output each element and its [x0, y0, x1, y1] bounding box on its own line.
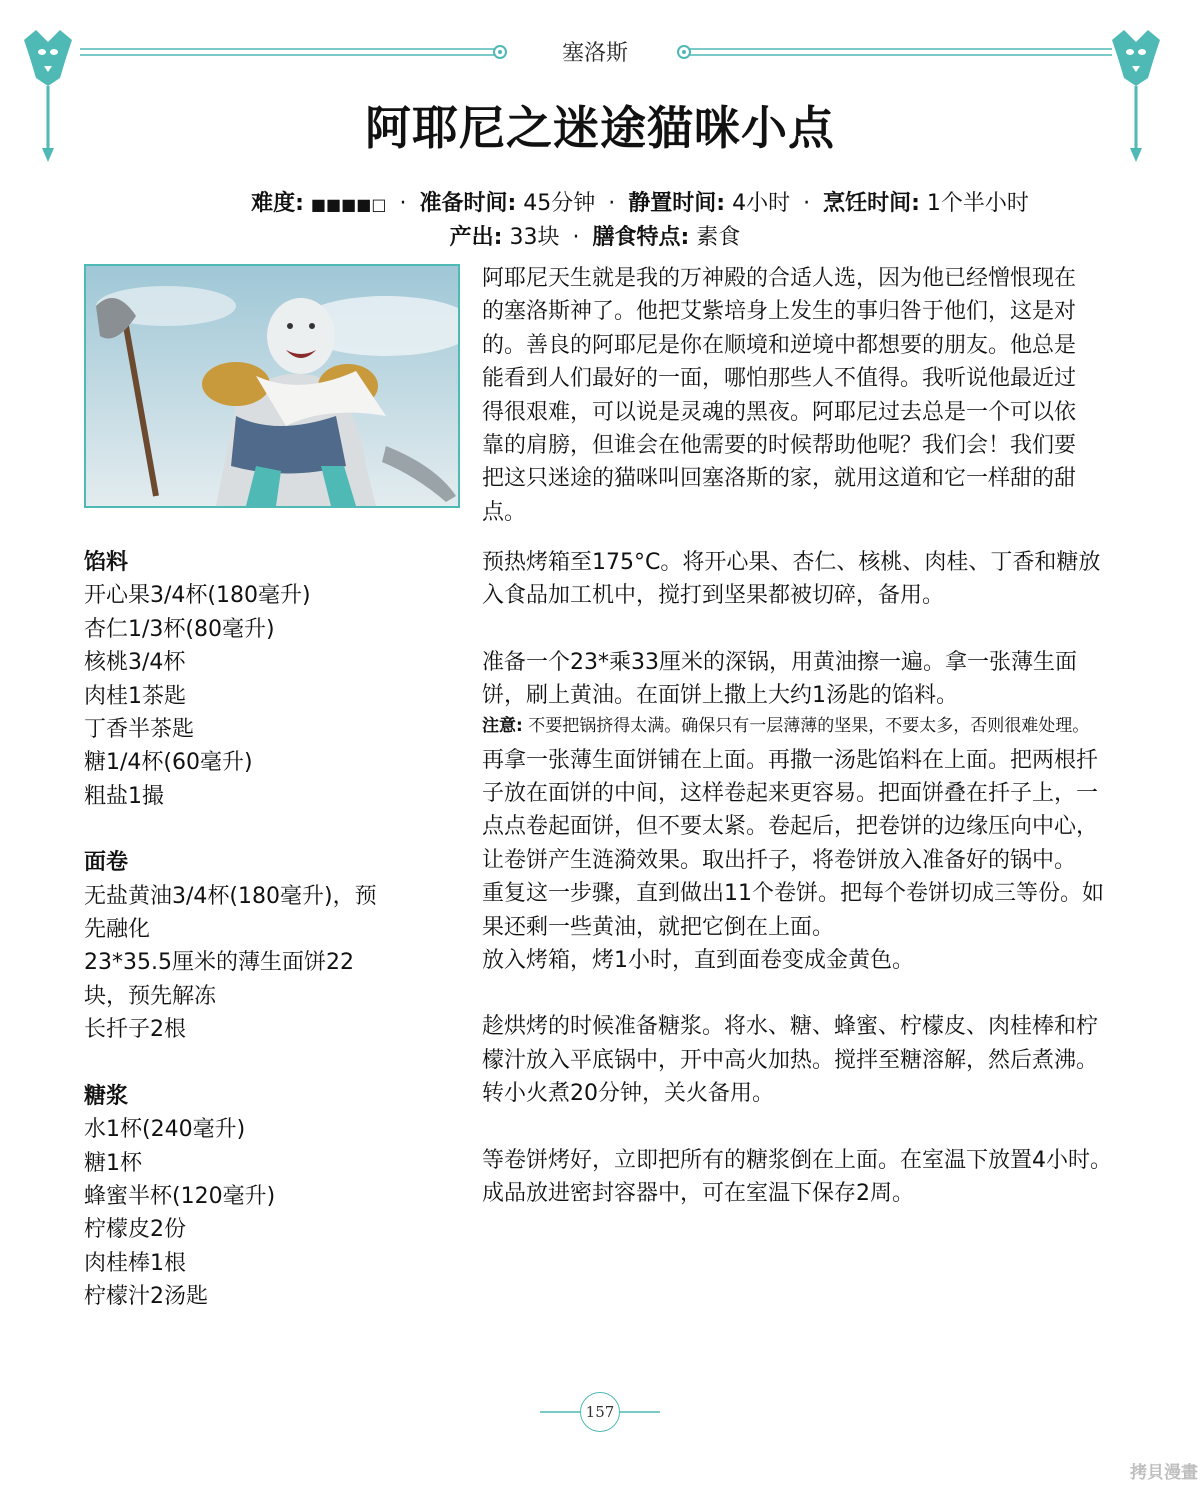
ingredient-group-heading: 馅料 — [84, 550, 129, 575]
ingredient-item: 肉桂棒1根 — [84, 1250, 186, 1276]
ingredient-item: 无盐黄油3/4杯(180毫升)，预先融化 — [84, 883, 377, 943]
yield-label: 产出: — [449, 225, 503, 250]
recipe-steps — [482, 546, 1112, 1211]
meta-separator: · — [803, 191, 811, 216]
step-paragraph: 再拿一张薄生面饼铺在上面。再撒一汤匙馅料在上面。把两根扦子放在面饼的中间，这样卷起来更容易。把面饼叠在扦子上，一点点卷起面饼，但不要太紧。卷起后，把卷饼的边缘压向中心，让卷饼产生涟漪效果。取出扦子，将卷饼放入准备好的锅中。 — [482, 747, 1099, 873]
page-number-ornament — [540, 1388, 660, 1448]
meta-separator: · — [572, 225, 580, 250]
recipe-meta-line-1 — [0, 186, 1200, 217]
ingredient-group-rolls — [84, 846, 414, 1046]
rest-time-value: 4小时 — [732, 191, 791, 216]
difficulty-label: 难度: — [251, 191, 304, 216]
ingredient-item: 水1杯(240毫升) — [84, 1117, 246, 1143]
ingredient-item: 柠檬皮2份 — [84, 1217, 186, 1243]
meta-separator: · — [608, 191, 616, 216]
ingredient-group-heading: 糖浆 — [84, 1083, 129, 1109]
ingredients-list — [84, 546, 414, 1347]
ingredient-item: 核桃3/4杯 — [84, 650, 186, 676]
step-note — [482, 715, 1112, 738]
ingredient-group-heading: 面卷 — [84, 850, 129, 876]
step-paragraph: 放入烤箱，烤1小时，直到面卷变成金黄色。 — [482, 948, 914, 974]
ingredient-item: 柠檬汁2汤匙 — [84, 1284, 208, 1310]
ajani-illustration — [86, 266, 458, 506]
cook-time-label: 烹饪时间: — [823, 191, 920, 216]
character-illustration — [84, 264, 460, 508]
step-paragraph: 趁烘烤的时候准备糖浆。将水、糖、蜂蜜、柠檬皮、肉桂棒和柠檬汁放入平底锅中，开中高火加热。搅拌至糖溶解，然后煮沸。转小火煮20分钟，关火备用。 — [482, 1014, 1099, 1107]
chapter-title: 塞洛斯 — [561, 41, 628, 66]
ingredient-item: 23*35.5厘米的薄生面饼22块，预先解冻 — [84, 950, 354, 1009]
rest-time-label: 静置时间: — [628, 191, 726, 216]
ingredient-item: 蜂蜜半杯(120毫升) — [84, 1183, 276, 1209]
watermark: 拷貝漫畫 — [1130, 1463, 1198, 1483]
step-paragraph: 重复这一步骤，直到做出11个卷饼。把每个卷饼切成三等份。如果还剩一些黄油，就把它倒在上面。 — [482, 881, 1104, 940]
ingredient-item: 丁香半茶匙 — [84, 717, 195, 743]
recipe-meta-line-2 — [0, 220, 1190, 251]
ingredient-group-filling — [84, 546, 414, 813]
note-label: 注意: — [482, 715, 523, 736]
diet-label: 膳食特点: — [592, 225, 690, 250]
cook-time-value: 1个半小时 — [926, 191, 1029, 216]
page-number: 157 — [580, 1392, 620, 1432]
meta-separator: · — [399, 191, 407, 216]
step-paragraph: 等卷饼烤好，立即把所有的糖浆倒在上面。在室温下放置4小时。成品放进密封容器中，可在室温下保存2周。 — [482, 1147, 1112, 1207]
prep-time-value: 45分钟 — [523, 191, 596, 216]
ingredient-item: 粗盐1撮 — [84, 783, 164, 809]
ingredient-item: 杏仁1/3杯(80毫升) — [84, 616, 275, 642]
prep-time-label: 准备时间: — [419, 191, 517, 216]
recipe-title: 阿耶尼之迷途猫咪小点 — [365, 101, 835, 155]
yield-value: 33块 — [509, 225, 560, 250]
ingredient-item: 长扦子2根 — [84, 1017, 186, 1043]
recipe-intro: 阿耶尼天生就是我的万神殿的合适人选，因为他已经憎恨现在的塞洛斯神了。他把艾紫培身上发生的事归咎于他们，这是对的。善良的阿耶尼是你在顺境和逆境中都想要的朋友。他总是能看到人们最好的一面，哪怕那些人不值得。我听说他最近过得很艰难，可以说是灵魂的黑夜。阿耶尼过去总是一个可以依靠的肩膀，但谁会在他需要的时候帮助他呢？我们会！我们要把这只迷途的猫咪叫回塞洛斯的家，就用这道和它一样甜的甜点。 — [482, 266, 1077, 525]
difficulty-rating: ■■■■□ — [310, 195, 387, 214]
ingredient-item: 糖1杯 — [84, 1150, 142, 1176]
step-paragraph: 准备一个23*乘33厘米的深锅，用黄油擦一遍。拿一张薄生面饼，刷上黄油。在面饼上撒上大约1汤匙的馅料。 — [482, 649, 1077, 709]
note-text: 不要把锅挤得太满。确保只有一层薄薄的坚果，不要太多，否则很难处理。 — [522, 715, 1090, 736]
ingredient-item: 糖1/4杯(60毫升) — [84, 750, 253, 776]
diet-value: 素食 — [696, 225, 741, 250]
ingredient-item: 肉桂1茶匙 — [84, 683, 186, 709]
ingredient-item: 开心果3/4杯(180毫升) — [84, 583, 311, 609]
step-paragraph: 预热烤箱至175°C。将开心果、杏仁、核桃、肉桂、丁香和糖放入食品加工机中，搅打到坚果都被切碎，备用。 — [482, 550, 1101, 609]
ingredient-group-syrup — [84, 1080, 414, 1314]
